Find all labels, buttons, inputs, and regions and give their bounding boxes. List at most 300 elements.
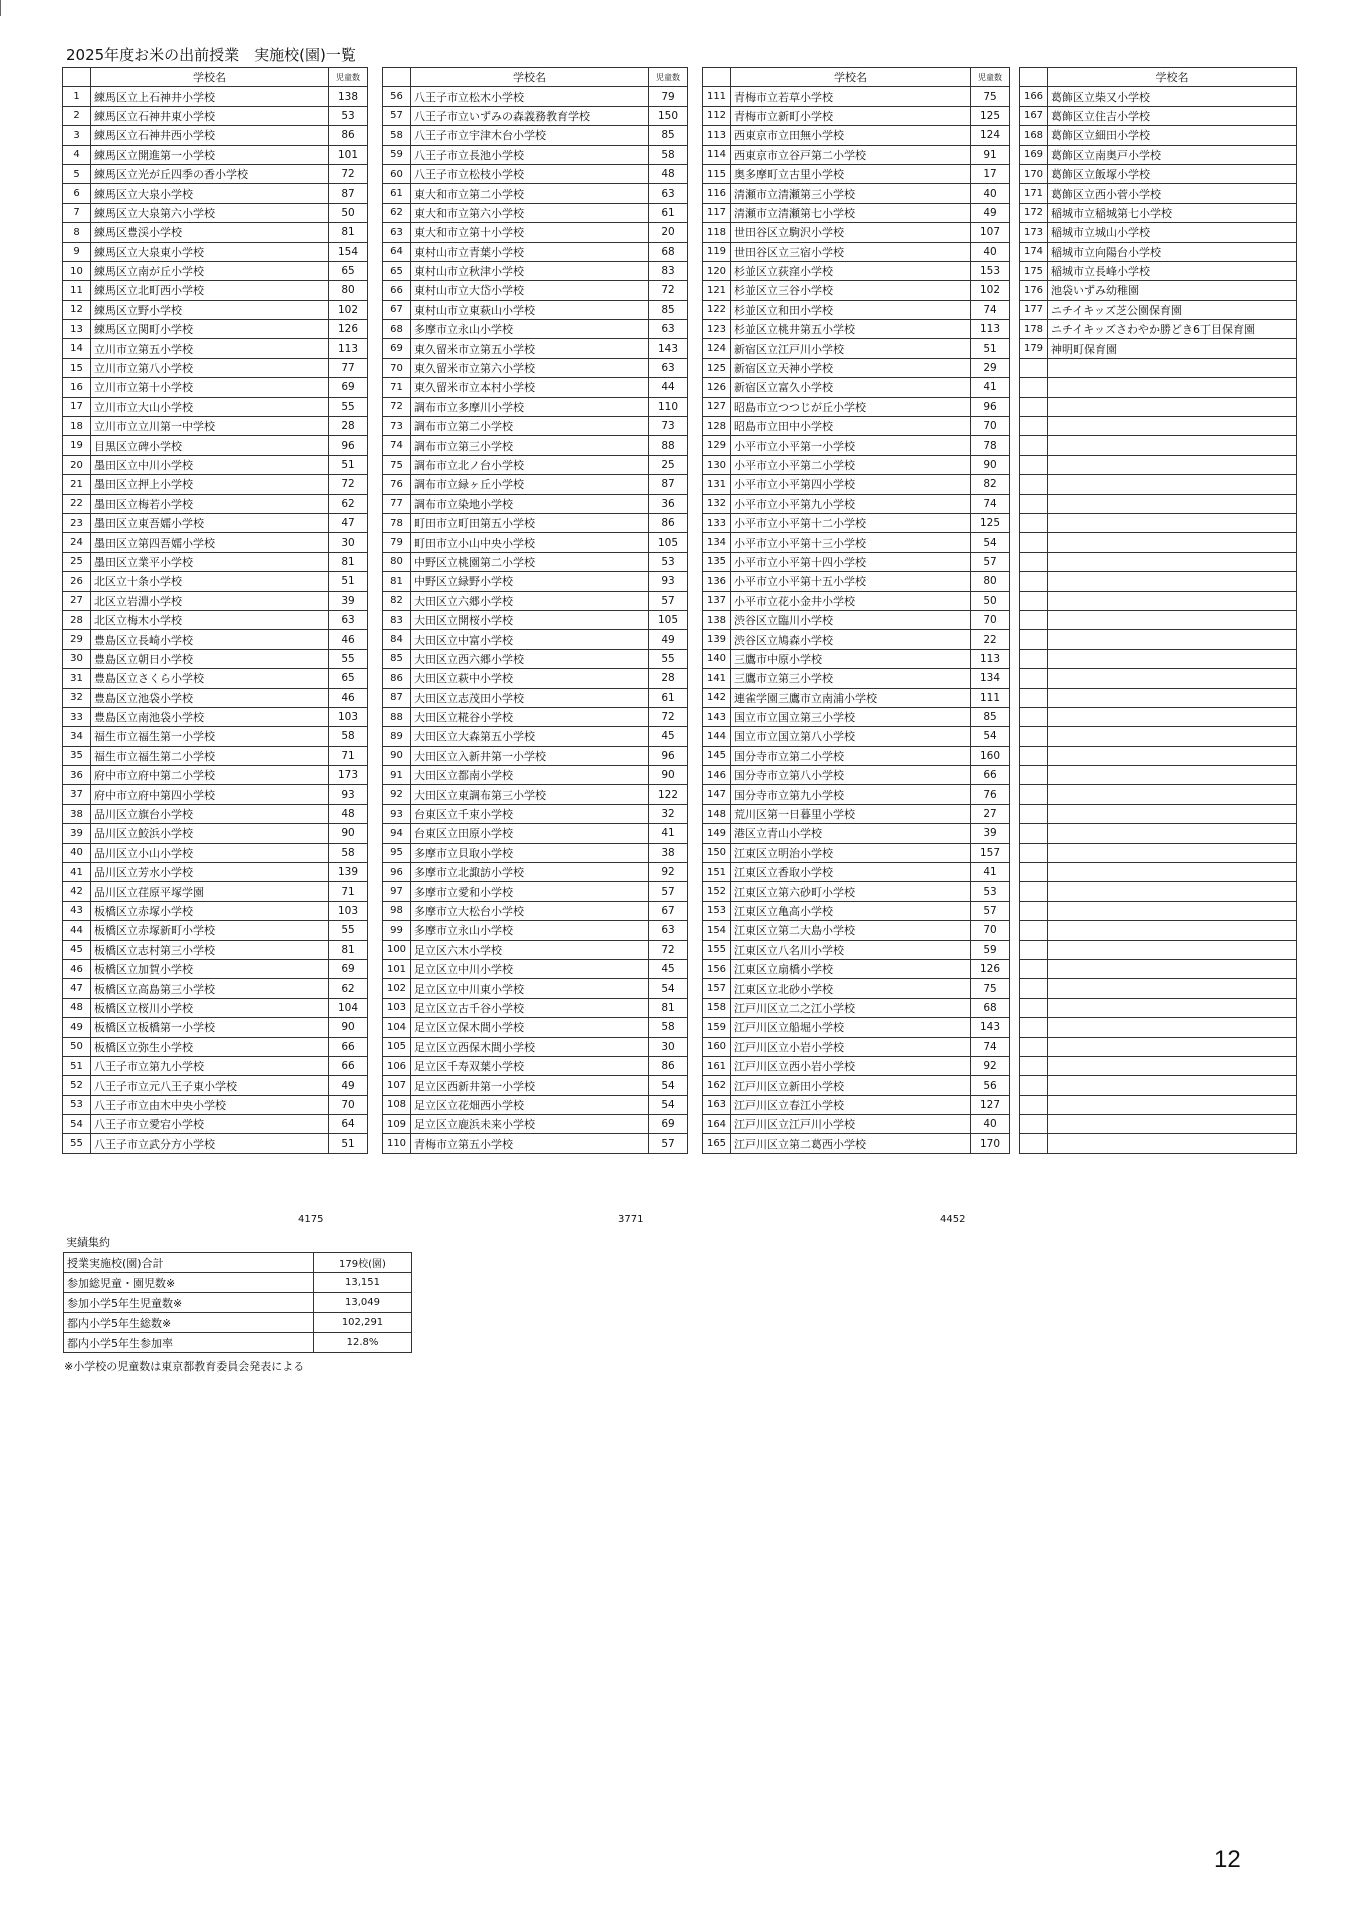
row-number	[1020, 591, 1048, 610]
student-count: 55	[649, 649, 688, 668]
table-row	[383, 998, 688, 1017]
row-number: 8	[63, 223, 91, 242]
school-name: 多摩市立永山小学校	[411, 320, 649, 339]
table-row	[703, 746, 1010, 765]
row-number: 1	[63, 87, 91, 106]
student-count: 72	[329, 164, 368, 183]
student-count: 57	[649, 1134, 688, 1153]
table-row	[1020, 863, 1297, 882]
table-row	[63, 261, 368, 280]
row-number	[1020, 1115, 1048, 1134]
row-number	[1020, 979, 1048, 998]
table-row	[703, 223, 1010, 242]
row-number: 4	[63, 145, 91, 164]
table-row	[703, 882, 1010, 901]
student-count: 90	[971, 455, 1010, 474]
student-count: 104	[329, 998, 368, 1017]
table-row	[63, 320, 368, 339]
row-number: 175	[1020, 261, 1048, 280]
student-count: 25	[649, 455, 688, 474]
row-number: 162	[703, 1076, 731, 1095]
table-row	[1020, 979, 1297, 998]
school-name	[1048, 727, 1297, 746]
school-name: 豊島区立朝日小学校	[91, 649, 329, 668]
student-count: 85	[649, 300, 688, 319]
student-count: 74	[971, 494, 1010, 513]
school-name: 立川市立第八小学校	[91, 358, 329, 377]
student-count: 90	[329, 1018, 368, 1037]
school-name: 調布市立第三小学校	[411, 436, 649, 455]
summary-row	[64, 1273, 412, 1293]
table-row	[63, 358, 368, 377]
school-name	[1048, 417, 1297, 436]
table-row	[63, 746, 368, 765]
school-name: 八王子市立武分方小学校	[91, 1134, 329, 1153]
row-number: 62	[383, 203, 411, 222]
school-name	[1048, 843, 1297, 862]
table-row	[1020, 1037, 1297, 1056]
school-name: 昭島市立つつじが丘小学校	[731, 397, 971, 416]
table-row	[383, 843, 688, 862]
table-row	[383, 940, 688, 959]
school-name: 八王子市立宇津木台小学校	[411, 126, 649, 145]
school-name: 国立市立国立第三小学校	[731, 707, 971, 726]
row-number	[1020, 940, 1048, 959]
student-count: 50	[971, 591, 1010, 610]
student-count: 138	[329, 87, 368, 106]
student-count: 81	[649, 998, 688, 1017]
school-name: 多摩市立貝取小学校	[411, 843, 649, 862]
school-name: 神明町保育園	[1048, 339, 1297, 358]
table-row	[703, 455, 1010, 474]
table-row	[383, 533, 688, 552]
row-number: 157	[703, 979, 731, 998]
school-name: 葛飾区立飯塚小学校	[1048, 164, 1297, 183]
row-number: 164	[703, 1115, 731, 1134]
student-count: 72	[329, 475, 368, 494]
row-number: 40	[63, 843, 91, 862]
row-number: 68	[383, 320, 411, 339]
school-name	[1048, 940, 1297, 959]
table-row	[383, 921, 688, 940]
row-number: 15	[63, 358, 91, 377]
row-number: 167	[1020, 106, 1048, 125]
row-number: 92	[383, 785, 411, 804]
summary-item-label: 都内小学5年生参加率	[64, 1333, 314, 1353]
student-count: 54	[649, 1095, 688, 1114]
student-count: 39	[329, 591, 368, 610]
row-number: 148	[703, 804, 731, 823]
student-count: 54	[971, 533, 1010, 552]
student-count: 126	[971, 959, 1010, 978]
student-count: 71	[329, 746, 368, 765]
row-number: 113	[703, 126, 731, 145]
table-row	[1020, 1134, 1297, 1153]
row-number: 103	[383, 998, 411, 1017]
table-row	[63, 494, 368, 513]
table-row	[63, 281, 368, 300]
school-name	[1048, 785, 1297, 804]
table-row	[383, 707, 688, 726]
row-number: 170	[1020, 164, 1048, 183]
row-number: 65	[383, 261, 411, 280]
row-number: 51	[63, 1056, 91, 1075]
school-name: 練馬区立大泉第六小学校	[91, 203, 329, 222]
school-name: 清瀬市立清瀬第三小学校	[731, 184, 971, 203]
school-name: 大田区立都南小学校	[411, 766, 649, 785]
row-number: 159	[703, 1018, 731, 1037]
school-name: 墨田区立東吾嬬小学校	[91, 513, 329, 532]
school-name: 調布市立多摩川小学校	[411, 397, 649, 416]
row-number: 81	[383, 572, 411, 591]
row-number: 32	[63, 688, 91, 707]
row-number: 26	[63, 572, 91, 591]
school-name	[1048, 1018, 1297, 1037]
student-count: 90	[649, 766, 688, 785]
school-name: 葛飾区立細田小学校	[1048, 126, 1297, 145]
school-name	[1048, 688, 1297, 707]
row-number: 116	[703, 184, 731, 203]
table-row	[383, 417, 688, 436]
row-number: 2	[63, 106, 91, 125]
row-number: 60	[383, 164, 411, 183]
school-name: 練馬区立野小学校	[91, 300, 329, 319]
summary-row	[64, 1333, 412, 1353]
table-row	[1020, 164, 1297, 183]
school-name	[1048, 669, 1297, 688]
student-count: 134	[971, 669, 1010, 688]
student-count: 58	[649, 1018, 688, 1037]
school-name: 新宿区立天神小学校	[731, 358, 971, 377]
table-row	[383, 513, 688, 532]
student-count: 150	[649, 106, 688, 125]
table-row	[63, 164, 368, 183]
table-row	[383, 1018, 688, 1037]
table-row	[383, 669, 688, 688]
table-row	[63, 649, 368, 668]
school-name: 福生市立福生第二小学校	[91, 746, 329, 765]
row-number: 85	[383, 649, 411, 668]
school-name: 江戸川区立小岩小学校	[731, 1037, 971, 1056]
school-name: 墨田区立第四吾嬬小学校	[91, 533, 329, 552]
school-name: 青梅市立第五小学校	[411, 1134, 649, 1153]
student-count: 41	[649, 824, 688, 843]
table-row	[63, 882, 368, 901]
table-row	[383, 378, 688, 397]
school-name	[1048, 436, 1297, 455]
school-name: 三鷹市立第三小学校	[731, 669, 971, 688]
student-count: 113	[329, 339, 368, 358]
student-count: 63	[649, 358, 688, 377]
table-row	[383, 358, 688, 377]
table-row	[1020, 106, 1297, 125]
student-count: 72	[649, 940, 688, 959]
school-name: 品川区立鮫浜小学校	[91, 824, 329, 843]
school-name	[1048, 533, 1297, 552]
row-number: 10	[63, 261, 91, 280]
row-number: 127	[703, 397, 731, 416]
table-row	[1020, 727, 1297, 746]
row-number: 143	[703, 707, 731, 726]
student-count: 58	[329, 727, 368, 746]
row-number	[1020, 804, 1048, 823]
row-number: 11	[63, 281, 91, 300]
student-count: 38	[649, 843, 688, 862]
school-name: 府中市立府中第二小学校	[91, 766, 329, 785]
row-number: 146	[703, 766, 731, 785]
table-row	[1020, 921, 1297, 940]
table-row	[63, 998, 368, 1017]
student-count: 103	[329, 707, 368, 726]
school-name: 練馬区立大泉小学校	[91, 184, 329, 203]
student-count: 36	[649, 494, 688, 513]
table-row	[1020, 475, 1297, 494]
row-number: 18	[63, 417, 91, 436]
row-number: 133	[703, 513, 731, 532]
table-row	[63, 1018, 368, 1037]
table-row	[63, 959, 368, 978]
student-count: 66	[329, 1056, 368, 1075]
school-table-4	[1019, 67, 1297, 1154]
table-row	[63, 436, 368, 455]
school-name: 多摩市立愛和小学校	[411, 882, 649, 901]
row-number: 53	[63, 1095, 91, 1114]
table-row	[383, 804, 688, 823]
table-row	[703, 106, 1010, 125]
table-row	[383, 494, 688, 513]
school-name: 江東区立香取小学校	[731, 863, 971, 882]
school-name: 品川区立旗台小学校	[91, 804, 329, 823]
row-number	[1020, 572, 1048, 591]
school-name: 世田谷区立駒沢小学校	[731, 223, 971, 242]
student-count: 53	[971, 882, 1010, 901]
student-count: 87	[649, 475, 688, 494]
table-row	[1020, 184, 1297, 203]
school-name-header: 学校名	[1048, 68, 1297, 87]
student-count: 85	[649, 126, 688, 145]
table-row	[63, 203, 368, 222]
table-row	[703, 533, 1010, 552]
table-row	[383, 164, 688, 183]
table-row	[703, 494, 1010, 513]
row-number: 154	[703, 921, 731, 940]
number-header	[1020, 68, 1048, 87]
student-count: 41	[971, 863, 1010, 882]
table-row	[63, 766, 368, 785]
row-number: 173	[1020, 223, 1048, 242]
table-row	[383, 785, 688, 804]
row-number: 6	[63, 184, 91, 203]
table-row	[383, 436, 688, 455]
school-name: 昭島市立田中小学校	[731, 417, 971, 436]
school-name: 練馬区立上石神井小学校	[91, 87, 329, 106]
table-row	[63, 979, 368, 998]
row-number: 24	[63, 533, 91, 552]
student-count: 45	[649, 727, 688, 746]
row-number: 152	[703, 882, 731, 901]
row-number: 67	[383, 300, 411, 319]
school-name: 八王子市立愛宕小学校	[91, 1115, 329, 1134]
student-count: 105	[649, 533, 688, 552]
school-name: 江戸川区立船堀小学校	[731, 1018, 971, 1037]
table-row	[1020, 959, 1297, 978]
student-count: 83	[649, 261, 688, 280]
school-name	[1048, 552, 1297, 571]
school-name: 青梅市立若草小学校	[731, 87, 971, 106]
student-count: 58	[649, 145, 688, 164]
school-name	[1048, 921, 1297, 940]
table-row	[703, 87, 1010, 106]
school-name: 小平市立小平第四小学校	[731, 475, 971, 494]
table-row	[1020, 358, 1297, 377]
student-count: 79	[649, 87, 688, 106]
school-name: 小平市立小平第十二小学校	[731, 513, 971, 532]
student-count: 47	[329, 513, 368, 532]
school-name: 調布市立緑ヶ丘小学校	[411, 475, 649, 494]
table-row	[63, 145, 368, 164]
school-name: 渋谷区立臨川小学校	[731, 610, 971, 629]
table-row	[703, 785, 1010, 804]
school-name	[1048, 358, 1297, 377]
school-name: 杉並区立荻窪小学校	[731, 261, 971, 280]
row-number: 131	[703, 475, 731, 494]
school-name: 葛飾区立西小菅小学校	[1048, 184, 1297, 203]
row-number	[1020, 397, 1048, 416]
school-name: 大田区立大森第五小学校	[411, 727, 649, 746]
school-name: 国分寺市立第八小学校	[731, 766, 971, 785]
table-row	[703, 552, 1010, 571]
school-name: 大田区立糀谷小学校	[411, 707, 649, 726]
row-number: 28	[63, 610, 91, 629]
table-row	[703, 572, 1010, 591]
table-row	[63, 552, 368, 571]
school-name: 北区立十条小学校	[91, 572, 329, 591]
student-count: 91	[971, 145, 1010, 164]
table-row	[63, 223, 368, 242]
student-count: 29	[971, 358, 1010, 377]
row-number: 111	[703, 87, 731, 106]
school-name: 西東京市立谷戸第二小学校	[731, 145, 971, 164]
school-name: 江戸川区立江戸川小学校	[731, 1115, 971, 1134]
school-name: 小平市立小平第十五小学校	[731, 572, 971, 591]
row-number: 5	[63, 164, 91, 183]
row-number: 149	[703, 824, 731, 843]
school-name: 江東区立第六砂町小学校	[731, 882, 971, 901]
summary-label: 実績集約	[66, 1236, 110, 1249]
row-number: 130	[703, 455, 731, 474]
table-row	[383, 106, 688, 125]
school-name: 足立区六木小学校	[411, 940, 649, 959]
student-count: 55	[329, 397, 368, 416]
table-row	[703, 475, 1010, 494]
student-count: 57	[649, 882, 688, 901]
student-count: 40	[971, 242, 1010, 261]
student-count: 173	[329, 766, 368, 785]
student-count: 101	[329, 145, 368, 164]
table-row	[1020, 746, 1297, 765]
school-name: 足立区立西保木間小学校	[411, 1037, 649, 1056]
school-name: 小平市立小平第九小学校	[731, 494, 971, 513]
school-name: 八王子市立松木小学校	[411, 87, 649, 106]
table-row	[1020, 882, 1297, 901]
table-row	[383, 281, 688, 300]
row-number: 128	[703, 417, 731, 436]
row-number: 96	[383, 863, 411, 882]
school-name: 江東区立第二大島小学校	[731, 921, 971, 940]
school-name	[1048, 591, 1297, 610]
school-name: 町田市立小山中央小学校	[411, 533, 649, 552]
student-count: 30	[649, 1037, 688, 1056]
table-row	[63, 572, 368, 591]
student-count: 51	[329, 1134, 368, 1153]
student-count: 49	[649, 630, 688, 649]
row-number: 58	[383, 126, 411, 145]
student-count: 40	[971, 1115, 1010, 1134]
row-number: 9	[63, 242, 91, 261]
student-count: 62	[329, 494, 368, 513]
student-count: 96	[971, 397, 1010, 416]
school-name: 練馬区立関町小学校	[91, 320, 329, 339]
table-row	[1020, 669, 1297, 688]
school-name: 墨田区立中川小学校	[91, 455, 329, 474]
school-name: 立川市立大山小学校	[91, 397, 329, 416]
row-number: 48	[63, 998, 91, 1017]
school-table-1	[62, 67, 368, 1154]
row-number: 107	[383, 1076, 411, 1095]
student-count: 125	[971, 513, 1010, 532]
row-number	[1020, 901, 1048, 920]
table-row	[63, 1056, 368, 1075]
row-number: 140	[703, 649, 731, 668]
school-name	[1048, 1134, 1297, 1153]
table-row	[703, 649, 1010, 668]
row-number: 19	[63, 436, 91, 455]
school-name: 練馬区豊渓小学校	[91, 223, 329, 242]
school-name: 八王子市立元八王子東小学校	[91, 1076, 329, 1095]
school-name	[1048, 649, 1297, 668]
school-name: 江戸川区立春江小学校	[731, 1095, 971, 1114]
row-number: 102	[383, 979, 411, 998]
table-row	[1020, 378, 1297, 397]
number-header	[703, 68, 731, 87]
row-number: 54	[63, 1115, 91, 1134]
summary-item-label: 参加総児童・園児数※	[64, 1273, 314, 1293]
school-name: 稲城市立長峰小学校	[1048, 261, 1297, 280]
table-row	[1020, 223, 1297, 242]
student-count: 70	[971, 921, 1010, 940]
row-number	[1020, 552, 1048, 571]
student-count: 69	[649, 1115, 688, 1134]
table-row	[63, 610, 368, 629]
summary-item-value: 13,049	[314, 1293, 412, 1313]
student-count: 110	[649, 397, 688, 416]
school-name-header: 学校名	[731, 68, 971, 87]
table-row	[703, 901, 1010, 920]
row-number: 87	[383, 688, 411, 707]
school-name: 板橋区立志村第三小学校	[91, 940, 329, 959]
student-count: 85	[971, 707, 1010, 726]
table-row	[1020, 1056, 1297, 1075]
school-name: 八王子市立第九小学校	[91, 1056, 329, 1075]
student-count: 68	[649, 242, 688, 261]
row-number: 50	[63, 1037, 91, 1056]
school-name: 小平市立小平第一小学校	[731, 436, 971, 455]
student-count: 75	[971, 87, 1010, 106]
row-number: 171	[1020, 184, 1048, 203]
student-count: 78	[971, 436, 1010, 455]
student-count: 69	[329, 959, 368, 978]
row-number: 168	[1020, 126, 1048, 145]
